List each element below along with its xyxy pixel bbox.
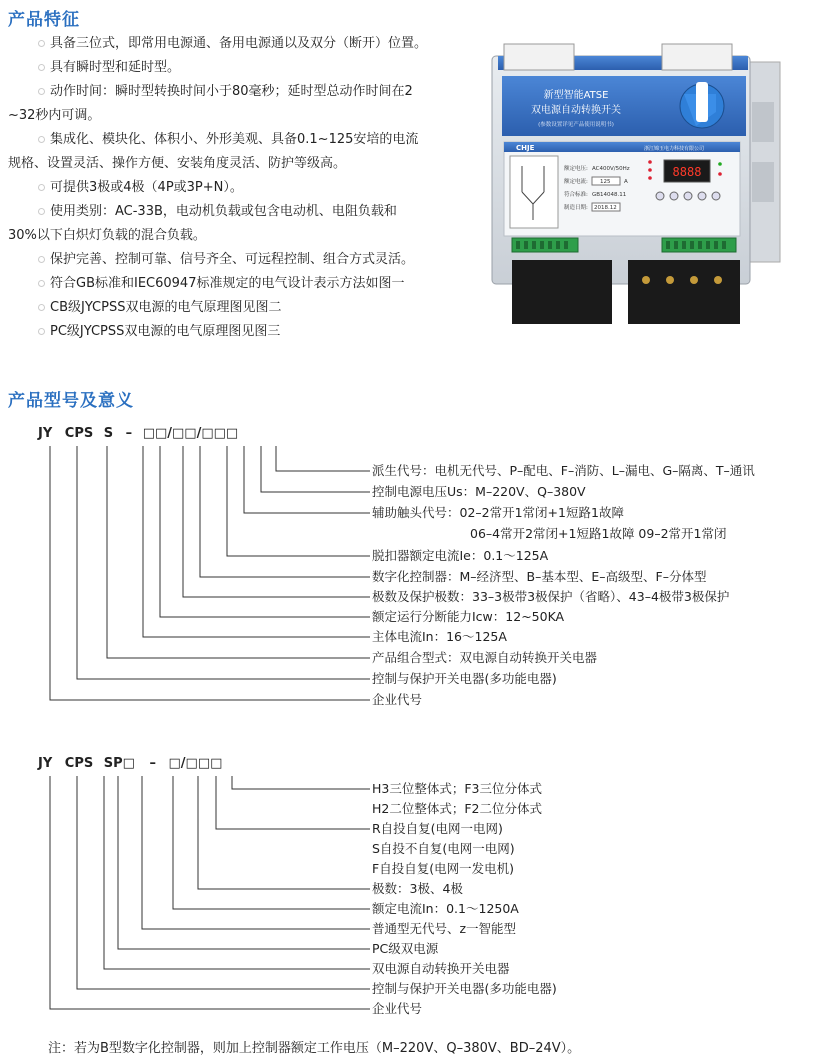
model-label: H2二位整体式；F2二位分体式 [372,801,542,816]
feature-item: 动作时间：瞬时型转换时间小于80毫秒；延时型总动作时间在2 [8,80,448,104]
model-code-1: JY CPS S – □□/□□/□□□ [38,426,239,441]
model-label: PC级双电源 [372,941,439,956]
feature-item-cont: ~32秒内可调。 [8,108,101,123]
device-company: 浙江锦玉电力科技有限公司 [644,146,705,152]
features-title: 产品特征 [8,10,80,30]
svg-text:GB14048.11: GB14048.11 [592,192,627,198]
model-label: 极数：3极、4极 [372,881,463,896]
feature-item-cont: 规格、设置灵活、操作方便、安装角度灵活、防护等级高。 [8,156,347,171]
model-label: 产品组合型式：双电源自动转换开关电器 [372,650,598,665]
device-title-1: 新型智能ATSE [543,90,609,101]
svg-text:125: 125 [600,179,611,185]
model-label: 06–4常开2常闭+1短路1故障 09–2常开1常闭 [470,526,727,541]
model-label: 额定电流In：0.1～1250A [372,901,519,916]
svg-text:符合标准:: 符合标准: [564,192,588,198]
model-label: H3三位整体式；F3三位分体式 [372,781,542,796]
model-label: 数字化控制器：M–经济型、B–基本型、E–高级型、F–分体型 [372,569,707,584]
svg-text:制造日期:: 制造日期: [564,205,588,211]
model-label: 双电源自动转换开关电器 [372,961,510,976]
feature-item: CB级JYCPSS双电源的电气原理图见图二 [8,296,448,320]
svg-text:A: A [624,179,628,185]
model-label: S自投不自复(电网一电网) [372,841,515,856]
feature-item: 具备三位式，即常用电源通、备用电源通以及双分（断开）位置。 [8,32,448,56]
model-section-title: 产品型号及意义 [8,391,134,411]
device-subtitle: (参数设置详见产品使用说明书) [538,122,614,128]
svg-text:AC400V/50Hz: AC400V/50Hz [592,166,630,172]
led-display: 8888 [672,165,702,179]
model-label: 极数及保护极数：33–3极带3极保护（省略）、43–4极带3极保护 [372,589,730,604]
feature-item: 保护完善、控制可靠、信号齐全、可远程控制、组合方式灵活。 [8,248,448,272]
model-label: 控制与保护开关电器(多功能电器) [372,981,557,996]
model-label: 脱扣器额定电流Ie：0.1～125A [372,548,549,563]
svg-text:2018.12: 2018.12 [594,205,617,211]
model-label: 普通型无代号、z一智能型 [372,921,517,936]
model-label: 辅助触头代号：02–2常开1常闭+1短路1故障 [372,505,624,520]
feature-item: 具有瞬时型和延时型。 [8,56,448,80]
feature-item: PC级JYCPSS双电源的电气原理图见图三 [8,320,448,344]
model-label: 额定运行分断能力Icw：12~50KA [372,609,565,624]
model-code-2: JY CPS SP□ – □/□□□ [38,756,223,771]
device-brand: CHJE [516,144,535,152]
model-label: 企业代号 [372,692,423,707]
svg-text:额定电流:: 额定电流: [564,179,588,185]
device-title-2: 双电源自动转换开关 [531,105,621,116]
feature-item: 使用类别：AC-33B，电动机负载或包含电动机、电阻负载和 [8,200,448,224]
footnote: 注：若为B型数字化控制器，则加上控制器额定工作电压（M–220V、Q–380V、BD–24V）。 [48,1041,581,1056]
feature-item: 可提供3极或4极（4P或3P+N）。 [8,176,448,200]
svg-text:额定电压:: 额定电压: [564,166,588,172]
feature-item: 集成化、模块化、体积小、外形美观、具备0.1~125安培的电流 [8,128,448,152]
model-label: 控制电源电压Us：M–220V、Q–380V [372,484,586,499]
model-label: 主体电流In：16～125A [372,629,507,644]
model-label: R自投自复(电网一电网) [372,821,503,836]
model-label: 企业代号 [372,1001,423,1016]
model-label: 派生代号：电机无代号、P–配电、F–消防、L–漏电、G–隔离、T–通讯 [372,463,755,478]
feature-item-cont: 30%以下白炽灯负载的混合负载。 [8,228,206,243]
atse-device-image [484,42,784,338]
model-label: F自投自复(电网一发电机) [372,861,514,876]
feature-item: 符合GB标准和IEC60947标准规定的电气设计表示方法如图一 [8,272,448,296]
features-list [8,32,448,344]
model-label: 控制与保护开关电器(多功能电器) [372,671,557,686]
